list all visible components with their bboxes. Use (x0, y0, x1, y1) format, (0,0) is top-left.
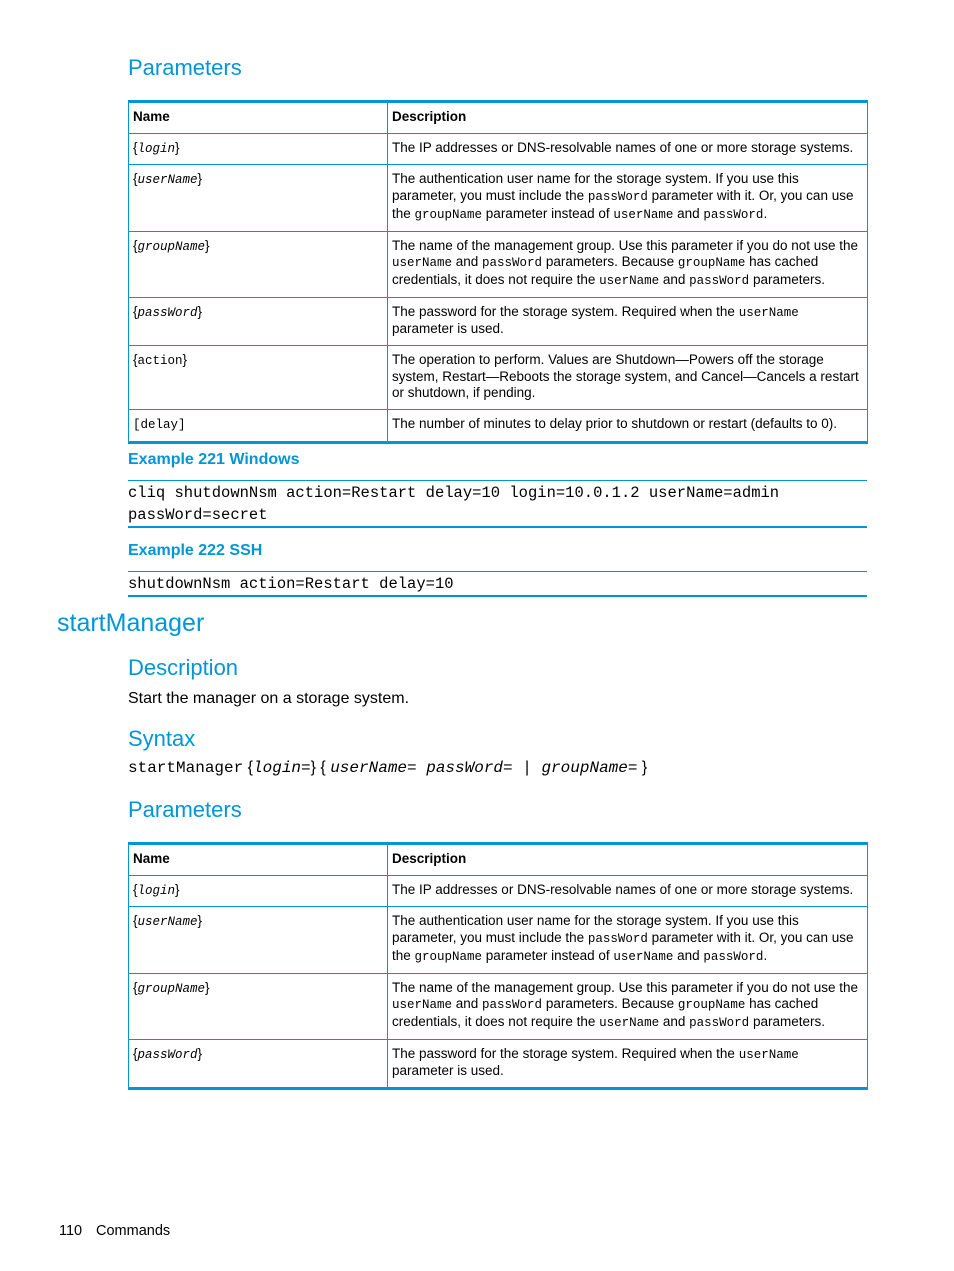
command-title: startManager (57, 609, 205, 637)
footer-section-name: Commands (96, 1223, 171, 1239)
syntax-heading: Syntax (128, 726, 196, 751)
param-name: [delay] (133, 418, 186, 433)
description-heading: Description (128, 655, 239, 680)
syntax-command: startManager (128, 759, 244, 777)
column-header-name: Name (129, 102, 388, 134)
code-line: cliq shutdownNsm action=Restart delay=10 login=10.0.1.2 userName=admin (128, 484, 780, 502)
table-row (129, 973, 868, 1039)
param-name-cell: {action} (129, 346, 388, 410)
parameters-heading: Parameters (128, 797, 242, 822)
param-name: groupName (137, 981, 206, 996)
param-name-cell: {userName} (129, 907, 388, 973)
page-number: 110 (59, 1223, 83, 1239)
column-header-description: Description (388, 844, 868, 876)
code-line: passWord=secret (128, 506, 268, 524)
example-windows-code (128, 480, 867, 528)
example-ssh-code (128, 571, 867, 597)
param-description-cell: The operation to perform. Values are Shutdown—Powers off the storage system, Restart—Reboots the storage system, and Cancel—Cancels a restart or shutdown, if pending. (388, 346, 868, 410)
param-description-cell: The name of the management group. Use this parameter if you do not use the userName and passWord parameters. Because groupName has cached credentials, it does not require the userName and passWord parameters. (388, 231, 868, 297)
table-row (129, 133, 868, 165)
syntax-group: groupName= (541, 759, 638, 777)
param-name-cell: {login} (129, 875, 388, 907)
syntax-login: login= (253, 759, 311, 777)
table-row (129, 875, 868, 907)
table-row (129, 907, 868, 973)
table-row (129, 231, 868, 297)
syntax-credentials: userName= passWord= (330, 759, 513, 777)
param-description-cell: The IP addresses or DNS-resolvable names of one or more storage systems. (388, 875, 868, 907)
param-name: login (137, 141, 176, 156)
param-name: passWord (137, 1047, 198, 1062)
parameters-heading: Parameters (128, 55, 242, 80)
table-header-row (129, 844, 868, 876)
param-name-cell: {groupName} (129, 231, 388, 297)
param-name-cell: {passWord} (129, 297, 388, 345)
column-header-name: Name (129, 844, 388, 876)
param-name-cell: {groupName} (129, 973, 388, 1039)
param-description-cell: The IP addresses or DNS-resolvable names of one or more storage systems. (388, 133, 868, 165)
param-name: action (137, 354, 183, 369)
code-line: shutdownNsm action=Restart delay=10 (128, 575, 454, 593)
param-description-cell: The password for the storage system. Required when the userName parameter is used. (388, 1039, 868, 1088)
table-header-row (129, 102, 868, 134)
parameters-table (128, 100, 868, 444)
param-name-cell: {userName} (129, 165, 388, 231)
param-description-cell: The password for the storage system. Required when the userName parameter is used. (388, 297, 868, 345)
param-name: passWord (137, 305, 198, 320)
table-row (129, 346, 868, 410)
param-name: userName (137, 173, 198, 188)
table-row (129, 297, 868, 345)
param-description-cell: The name of the management group. Use this parameter if you do not use the userName and passWord parameters. Because groupName has cached credentials, it does not require the userName and passWord parameters. (388, 973, 868, 1039)
parameters-table (128, 842, 868, 1090)
param-name: login (137, 883, 176, 898)
param-name-cell: {passWord} (129, 1039, 388, 1088)
syntax-line: startManager {login=} { userName= passWord= | groupName= } (128, 759, 648, 777)
param-description-cell: The authentication user name for the storage system. If you use this parameter, you must include the passWord parameter with it. Or, you can use the groupName parameter instead of userName and passWord. (388, 165, 868, 231)
description-text: Start the manager on a storage system. (128, 690, 410, 707)
table-row (129, 165, 868, 231)
param-name-cell (129, 410, 388, 443)
param-name-cell: {login} (129, 133, 388, 165)
example-ssh-heading: Example 222 SSH (128, 542, 263, 559)
column-header-description: Description (388, 102, 868, 134)
table-row (129, 1039, 868, 1088)
param-description-cell: The number of minutes to delay prior to shutdown or restart (defaults to 0). (388, 410, 868, 443)
param-name: userName (137, 915, 198, 930)
param-description-cell: The authentication user name for the storage system. If you use this parameter, you must include the passWord parameter with it. Or, you can use the groupName parameter instead of userName and passWord. (388, 907, 868, 973)
param-name: groupName (137, 239, 206, 254)
example-windows-heading: Example 221 Windows (128, 451, 300, 468)
table-row (129, 410, 868, 443)
